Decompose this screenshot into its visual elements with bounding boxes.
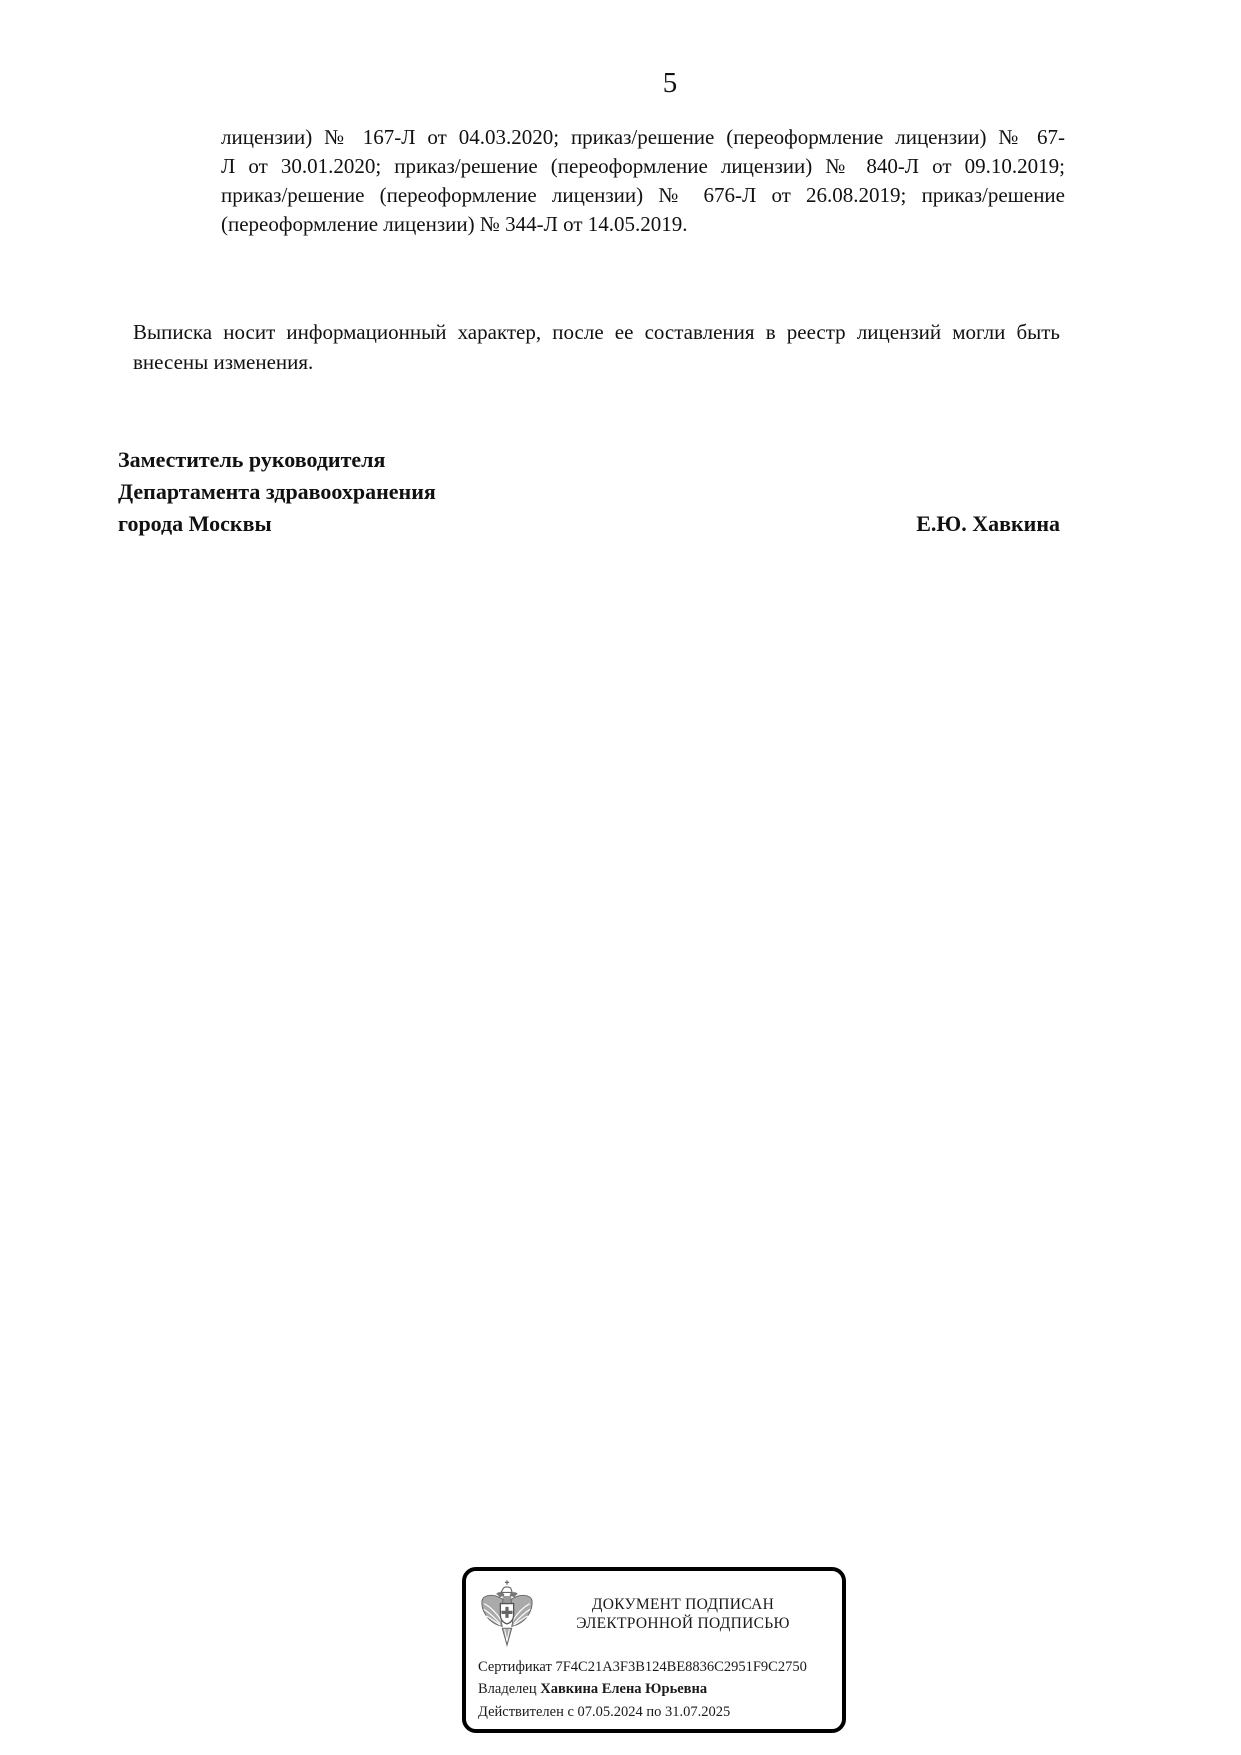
- signer-position-row: [118, 508, 1060, 540]
- certificate-label: Сертификат: [478, 1659, 552, 1675]
- stamp-details: [466, 1649, 842, 1723]
- stamp-title-line-2: ЭЛЕКТРОННОЙ ПОДПИСЬЮ: [576, 1615, 790, 1632]
- paragraph-line: Выписка носит информационный характер, после ее составления в реестр лицензий могли быть: [133, 320, 1060, 344]
- paragraph-line: приказ/решение (переоформление лицензии) № 676-Л от 26.08.2019; приказ/решение: [221, 183, 1065, 207]
- paragraph-line: лицензии) № 167-Л от 04.03.2020; приказ/решение (переоформление лицензии) № 67-: [221, 125, 1065, 149]
- license-orders-paragraph: [221, 123, 1065, 239]
- note-paragraph: [133, 317, 1060, 377]
- validity-value: с 07.05.2024 по 31.07.2025: [567, 1703, 731, 1720]
- page-number: 5: [662, 67, 678, 99]
- certificate-line: [478, 1656, 830, 1678]
- owner-line: [478, 1678, 830, 1700]
- signer-position-line-2: Департамента здравоохранения: [118, 479, 436, 504]
- eagle-emblem-icon: [478, 1579, 536, 1649]
- signer-name: Е.Ю. Хавкина: [916, 511, 1060, 536]
- stamp-title-line-1: ДОКУМЕНТ ПОДПИСАН: [591, 1596, 775, 1613]
- paragraph-line: Л от 30.01.2020; приказ/решение (переоформление лицензии) № 840-Л от 09.10.2019;: [221, 154, 1065, 178]
- certificate-value: 7F4C21A3F3B124BE8836C2951F9C2750: [555, 1659, 807, 1675]
- validity-line: [478, 1701, 830, 1723]
- paragraph-line: (переоформление лицензии) № 344-Л от 14.05.2019.: [221, 212, 688, 236]
- signer-position-line-1: Заместитель руководителя: [118, 447, 386, 472]
- signer-position-line-3: города Москвы: [118, 511, 272, 536]
- stamp-title: [536, 1595, 830, 1633]
- owner-value: Хавкина Елена Юрьевна: [540, 1681, 708, 1698]
- digital-signature-stamp: [462, 1567, 846, 1733]
- signature-block: [118, 444, 1060, 540]
- stamp-header: [466, 1571, 842, 1649]
- paragraph-line: внесены изменения.: [133, 350, 314, 374]
- validity-label: Действителен: [478, 1703, 564, 1720]
- owner-label: Владелец: [478, 1681, 537, 1698]
